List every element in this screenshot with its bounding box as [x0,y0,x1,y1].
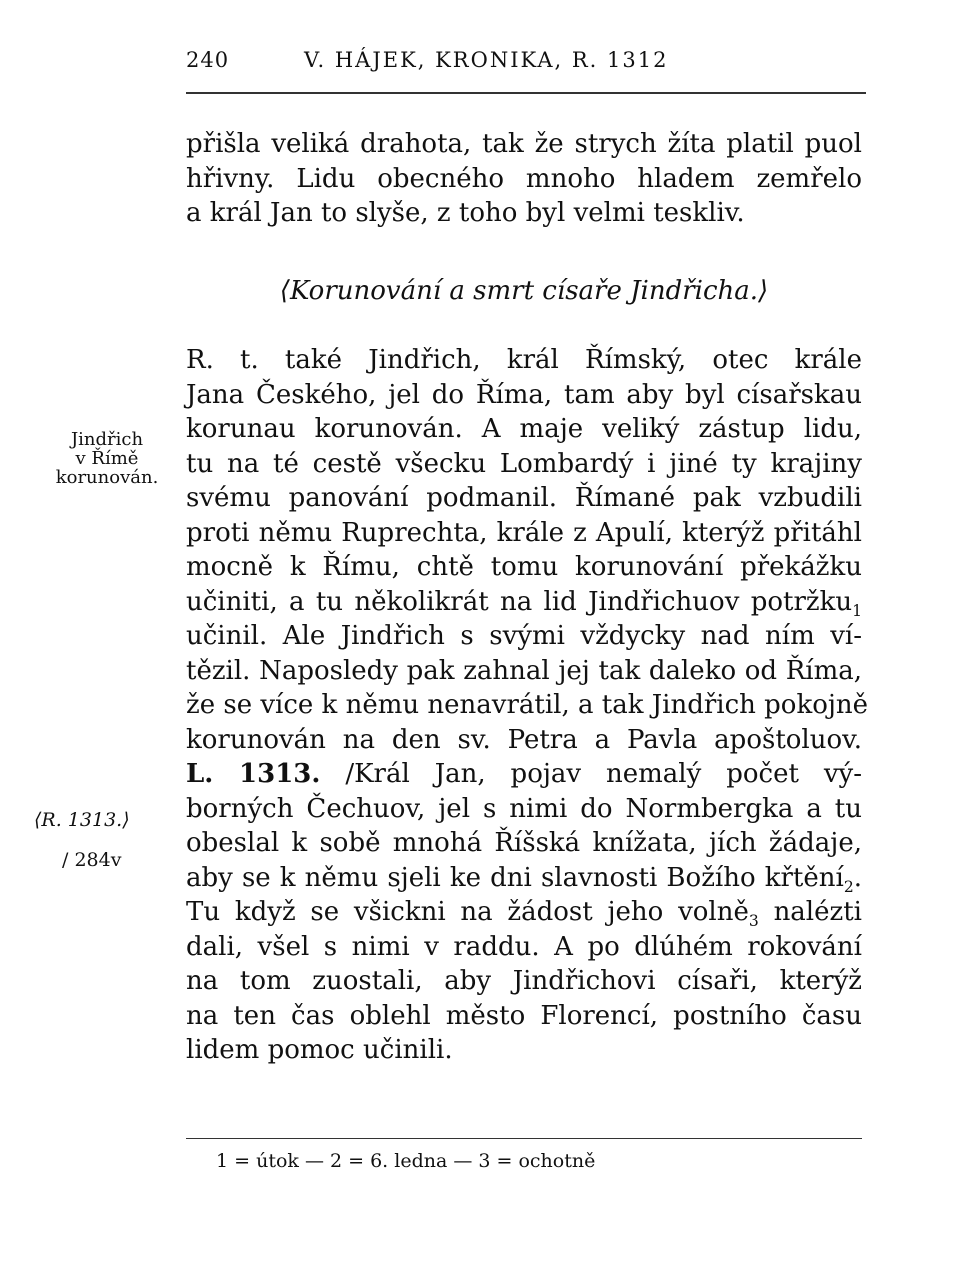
margin-note-line: korunován. [55,467,159,488]
year-heading: L. 1313. [186,759,321,789]
footnote-marker: 2 [843,877,854,896]
text-line: dali, všel s nimi v raddu. A po dlúhém rokování [186,931,862,962]
text-line [186,757,862,792]
line-text: Tu když se všickni na žádost jeho volně [186,897,749,927]
text-line: hřivny. Lidu obecného mnoho hladem zemřelo [186,163,862,194]
margin-folio: / 284v [62,849,122,871]
footnote-rule [186,1138,862,1139]
text-line: borných Čechuov, jel s nimi do Normbergka a tu [186,793,862,824]
text-line: přišla veliká drahota, tak že strych žíta platil puol [186,129,862,159]
text-line: proti němu Ruprechta, krále z Apulí, kterýž přitáhl [186,517,862,548]
text-line: na ten čas oblehl město Florencí, postního času [186,1000,862,1031]
margin-note-line: v Římě [75,448,139,469]
footnotes: 1 = útok — 2 = 6. ledna — 3 = ochotně [216,1150,596,1172]
margin-note-line: Jindřich [70,429,144,450]
header-rule [186,92,866,94]
text-line: R. t. také Jindřich, král Římský, otec krále [186,345,862,375]
running-title: V. HÁJEK, KRONIKA, R. 1312 [304,48,669,72]
main-text [186,127,869,1068]
margin-year: ⟨R. 1313.⟩ [34,809,130,831]
margin-note [28,430,186,487]
text-line: učinil. Ale Jindřich s svými vždycky nad ním ví- [186,621,862,651]
text-line: a král Jan to slyše, z toho byl velmi teskliv. [186,198,745,228]
text-line: korunau korunován. A maje veliký zástup lidu, [186,414,862,444]
text-line: obeslal k sobě mnohá Říšská knížata, jích žádaje, [186,828,862,858]
text-line: lidem pomoc učinili. [186,1035,453,1065]
text-line: na tom zuostali, aby Jindřichovi císaři, kterýž [186,966,862,996]
text-line: Jana Českého, jel do Říma, tam aby byl císařskau [186,379,862,410]
text-line: tu na té cestě všecku Lombardý i jiné ty krajiny [186,448,862,479]
text-line: mocně k Římu, chtě tomu korunování překážku [186,552,862,582]
text-line [186,585,862,620]
footnote-marker: 1 [852,601,862,620]
line-text: nalézti [758,897,862,927]
footnote-marker: 3 [748,912,759,931]
text-line: tězil. Naposledy pak zahnal jej tak daleko od Říma, [186,655,862,686]
line-text: /Král Jan, pojav nemalý počet vý- [345,759,862,789]
page-number: 240 [186,48,230,72]
section-heading: ⟨Korunování a smrt císaře Jindřicha.⟩ [279,275,769,306]
text-line: že se více k němu nenavrátil, a tak Jindřich pokojně [186,690,869,720]
text-line: svému panování podmanil. Římané pak vzbudili [186,483,862,513]
text-line: korunován na den sv. Petra a Pavla apoštoluov. [186,724,862,755]
line-text: aby se k němu sjeli ke dni slavnosti Božího křtění [186,862,844,893]
line-text: učiniti, a tu několikrát na lid Jindřichuov potržku [186,586,853,617]
text-line: aby se k němu sjeli ke dni slavnosti Božího křtění$_2$. [186,862,862,896]
text-line [186,895,862,930]
